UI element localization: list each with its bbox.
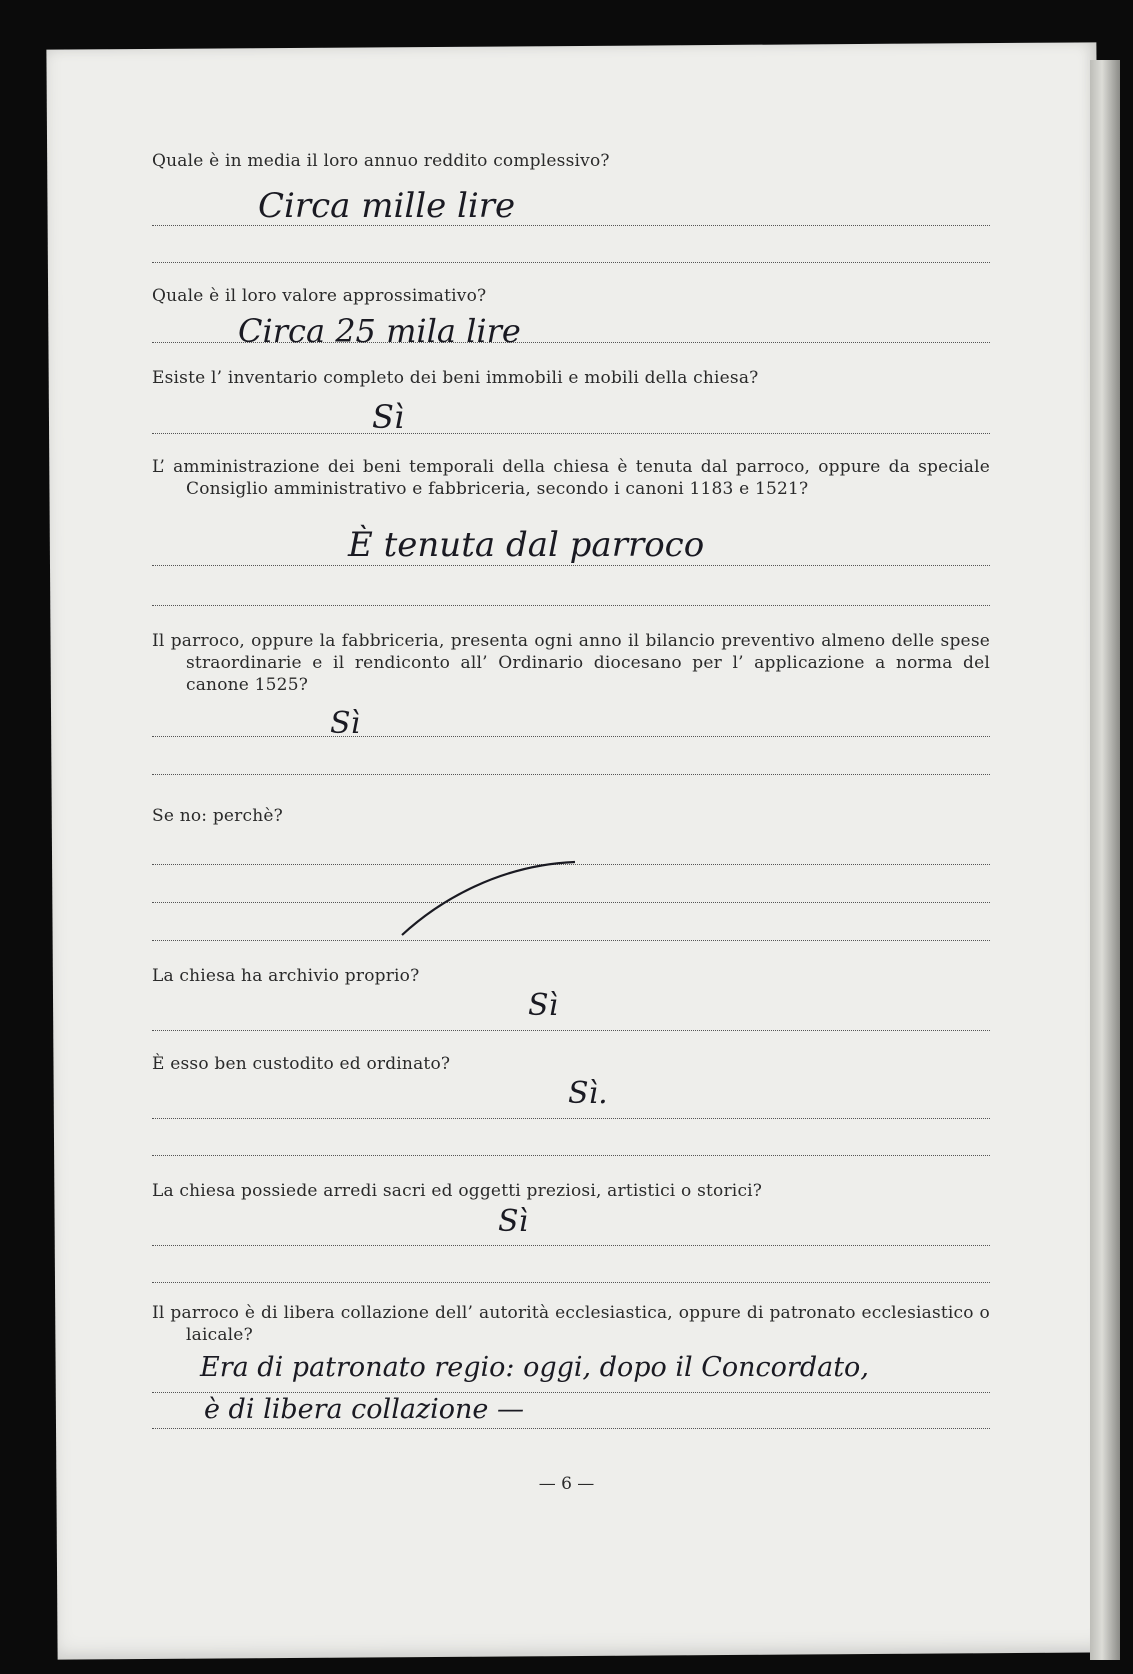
handwritten-answer: Sì xyxy=(498,1204,529,1239)
answer-line[interactable] xyxy=(152,1030,990,1031)
answer-line[interactable] xyxy=(152,1428,990,1429)
question-text: Quale è il loro valore approssimativo? xyxy=(152,286,487,306)
handwritten-answer: Sì. xyxy=(568,1076,608,1111)
question-furnishings xyxy=(152,1180,990,1202)
handwritten-answer: Circa 25 mila lire xyxy=(238,312,521,350)
question-collation xyxy=(152,1302,990,1346)
handwritten-answer: Circa mille lire xyxy=(258,186,516,226)
question-text: Se no: perchè? xyxy=(152,806,283,826)
handwritten-answer: Sì xyxy=(372,398,405,436)
question-text: L’ amministrazione dei beni temporali della chiesa è tenuta dal parroco, oppure da speciale Consiglio amministrativo e fabbriceria, secondo i canoni 1183 e 1521? xyxy=(152,457,990,499)
handwritten-answer: È tenuta dal parroco xyxy=(348,525,705,565)
handwritten-answer: Sì xyxy=(528,988,559,1023)
answer-line[interactable] xyxy=(152,1245,990,1246)
answer-line[interactable] xyxy=(152,1118,990,1119)
question-text: Il parroco, oppure la fabbriceria, presenta ogni anno il bilancio preventivo almeno delle spese straordinarie e il rendiconto all’ Ordinario diocesano per l’ applicazione a norma del canone 1525? xyxy=(152,631,990,695)
answer-line[interactable] xyxy=(152,1282,990,1283)
handwritten-answer-line-2: è di libera collazione — xyxy=(204,1394,524,1425)
question-text: Quale è in media il loro annuo reddito complessivo? xyxy=(152,151,610,171)
question-text: La chiesa ha archivio proprio? xyxy=(152,966,420,986)
handwritten-answer: Sì xyxy=(330,706,361,741)
question-archive-kept xyxy=(152,1053,990,1075)
answer-line[interactable] xyxy=(152,1392,990,1393)
question-text: La chiesa possiede arredi sacri ed oggetti preziosi, artistici o storici? xyxy=(152,1181,763,1201)
answer-line[interactable] xyxy=(152,1155,990,1156)
handwritten-answer-line-1: Era di patronato regio: oggi, dopo il Concordato, xyxy=(200,1352,869,1383)
page-number: — 6 — xyxy=(538,1474,595,1494)
question-text: Esiste l’ inventario completo dei beni immobili e mobili della chiesa? xyxy=(152,368,759,388)
question-text: Il parroco è di libera collazione dell’ autorità ecclesiastica, oppure di patronato ecclesiastico o laicale? xyxy=(152,1303,990,1345)
question-text: È esso ben custodito ed ordinato? xyxy=(152,1054,451,1074)
question-archive xyxy=(152,965,990,987)
